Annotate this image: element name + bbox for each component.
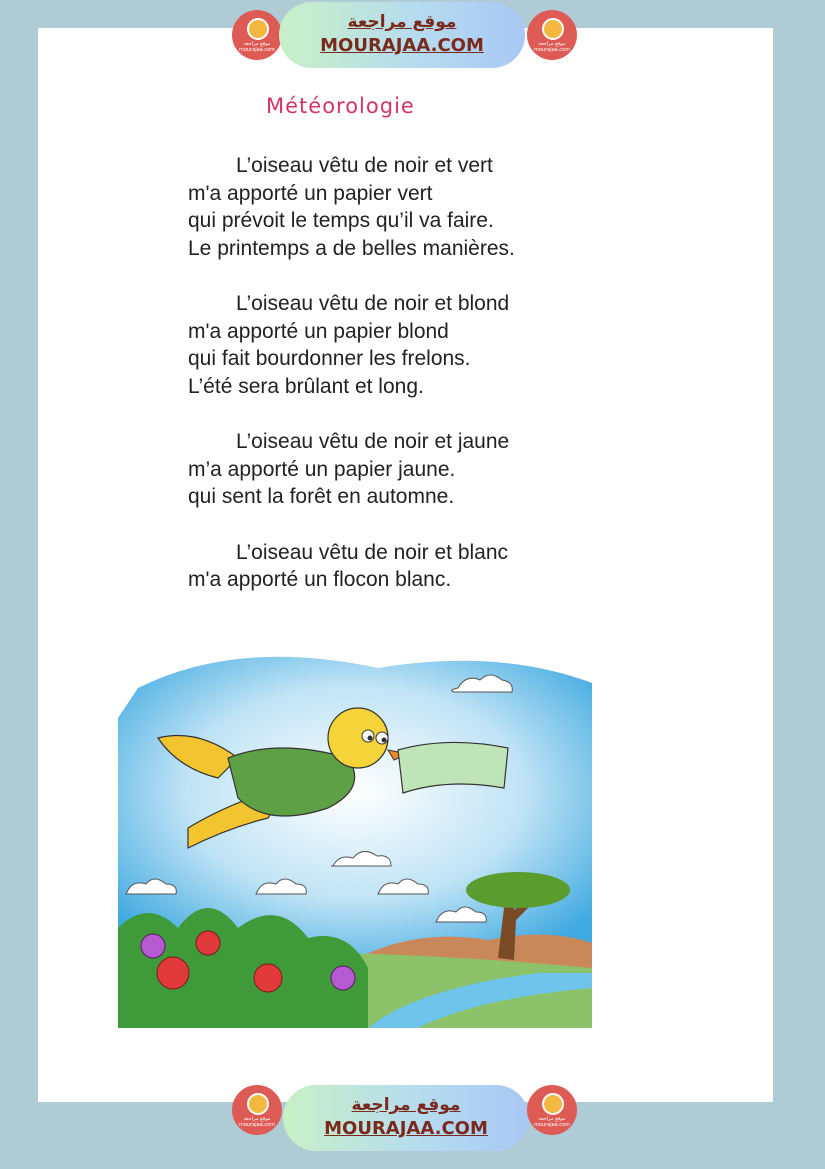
poem-line: m'a apporté un flocon blanc.: [188, 568, 452, 591]
poem-line: L’oiseau vêtu de noir et blanc: [236, 540, 509, 564]
logo-site-text: mourajaa.com: [238, 47, 275, 53]
poem-line: qui fait bourdonner les frelons.: [188, 347, 471, 370]
poem-line: Le printemps a de belles manières.: [188, 236, 515, 260]
poem-line: m'a apporté un papier blond: [188, 319, 449, 343]
poem-line: L’été sera brûlant et long.: [188, 374, 424, 398]
logo-site-text: mourajaa.com: [533, 47, 570, 53]
banner-site-link[interactable]: MOURAJAA.COM: [320, 35, 484, 56]
site-logo-left-top[interactable]: [232, 10, 282, 60]
logo-site-text: mourajaa.com: [533, 1122, 570, 1128]
logo-emblem-icon: [542, 18, 564, 40]
site-logo-left-bottom[interactable]: [232, 1085, 282, 1135]
poem-title: Météorologie: [266, 94, 415, 118]
site-banner-top[interactable]: [279, 2, 525, 68]
logo-site-text: mourajaa.com: [238, 1122, 275, 1128]
logo-arabic-text: موقع مراجعة: [538, 41, 566, 47]
poem-line: m'a apporté un papier vert: [188, 181, 433, 205]
stanza-gap: [188, 400, 515, 428]
logo-emblem-icon: [247, 18, 269, 40]
poem-line: m’a apporté un papier jaune.: [188, 457, 456, 481]
banner-arabic-link[interactable]: موقع مراجعة: [351, 1095, 461, 1115]
logo-arabic-text: موقع مراجعة: [538, 1116, 566, 1122]
logo-arabic-text: موقع مراجعة: [243, 1116, 271, 1122]
site-logo-right-bottom[interactable]: [527, 1085, 577, 1135]
logo-emblem-icon: [542, 1093, 564, 1115]
poem-line: L’oiseau vêtu de noir et vert: [236, 154, 493, 177]
poem-body: [188, 152, 515, 594]
banner-site-link[interactable]: MOURAJAA.COM: [324, 1118, 488, 1139]
site-logo-right-top[interactable]: [527, 10, 577, 60]
site-banner-bottom[interactable]: [283, 1085, 529, 1151]
stanza-gap: [188, 511, 515, 539]
poem-line: L’oiseau vêtu de noir et jaune: [236, 430, 510, 453]
poem-line: L’oiseau vêtu de noir et blond: [236, 292, 510, 315]
bird-illustration: [118, 628, 592, 1028]
logo-arabic-text: موقع مراجعة: [243, 41, 271, 47]
poem-line: qui prévoit le temps qu’il va faire.: [188, 209, 494, 232]
poem-line: qui sent la forêt en automne.: [188, 485, 455, 508]
stanza-gap: [188, 262, 515, 290]
banner-arabic-link[interactable]: موقع مراجعة: [347, 12, 457, 32]
logo-emblem-icon: [247, 1093, 269, 1115]
